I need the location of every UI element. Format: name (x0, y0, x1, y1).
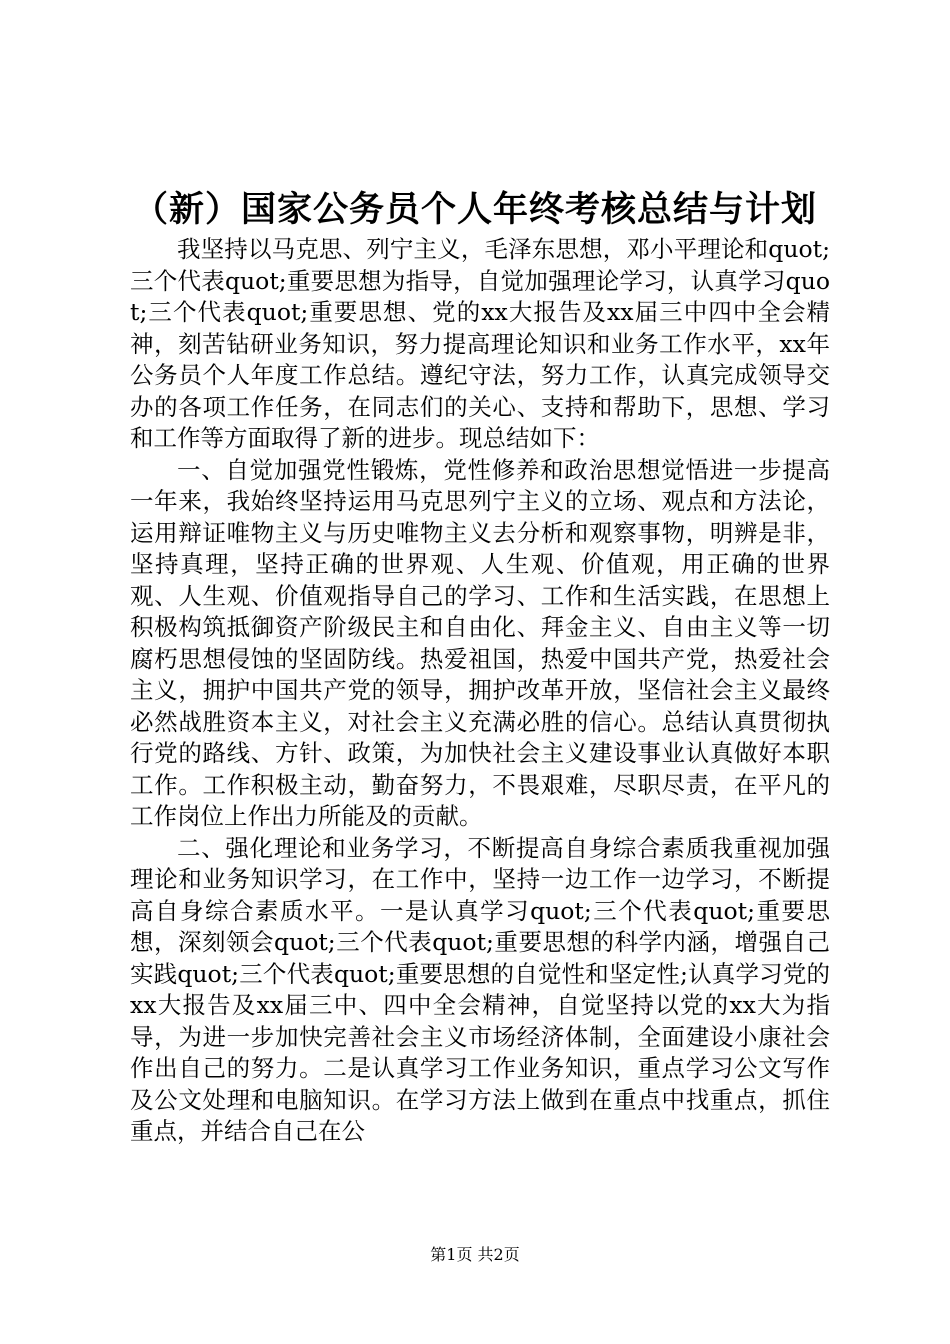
page-number-footer: 第1页 共2页 (430, 1245, 520, 1264)
paragraph-section-one: 一、自觉加强党性锻炼，党性修养和政治思想觉悟进一步提高一年来，我始终坚持运用马克思列宁主义的立场、观点和方法论，运用辩证唯物主义与历史唯物主义去分析和观察事物，明辨是非，坚持真理，坚持正确的世界观、人生观、价值观，用正确的世界观、人生观、价值观指导自己的学习、工作和生活实践，在思想上积极构筑抵御资产阶级民主和自由化、拜金主义、自由主义等一切腐朽思想侵蚀的坚固防线。热爱祖国，热爱中国共产党，热爱社会主义，拥护中国共产党的领导，拥护改革开放，坚信社会主义最终必然战胜资本主义，对社会主义充满必胜的信心。总结认真贯彻执行党的路线、方针、政策，为加快社会主义建设事业认真做好本职工作。工作积极主动，勤奋努力，不畏艰难，尽职尽责，在平凡的工作岗位上作出力所能及的贡献。 (130, 455, 830, 830)
paragraph-intro: 我坚持以马克思、列宁主义，毛泽东思想，邓小平理论和quot;三个代表quot;重要思想为指导，自觉加强理论学习，认真学习quot;三个代表quot;重要思想、党的xx大报告及xx届三中四中全会精神，刻苦钻研业务知识，努力提高理论知识和业务工作水平，xx年公务员个人年度工作总结。遵纪守法，努力工作，认真完成领导交办的各项工作任务，在同志们的关心、支持和帮助下，思想、学习和工作等方面取得了新的进步。现总结如下： (130, 235, 830, 452)
paragraph-section-two: 二、强化理论和业务学习，不断提高自身综合素质我重视加强理论和业务知识学习，在工作中，坚持一边工作一边学习，不断提高自身综合素质水平。一是认真学习quot;三个代表quot;重要思想，深刻领会quot;三个代表quot;重要思想的科学内涵，增强自己实践quot;三个代表quot;重要思想的自觉性和坚定性;认真学习党的xx大报告及xx届三中、四中全会精神，自觉坚持以党的xx大为指导，为进一步加快完善社会主义市场经济体制，全面建设小康社会作出自己的努力。二是认真学习工作业务知识，重点学习公文写作及公文处理和电脑知识。在学习方法上做到在重点中找重点，抓住重点，并结合自己在公 (130, 833, 830, 1145)
document-body (130, 234, 830, 1148)
document-title: （新）国家公务员个人年终考核总结与计划 (132, 189, 817, 230)
